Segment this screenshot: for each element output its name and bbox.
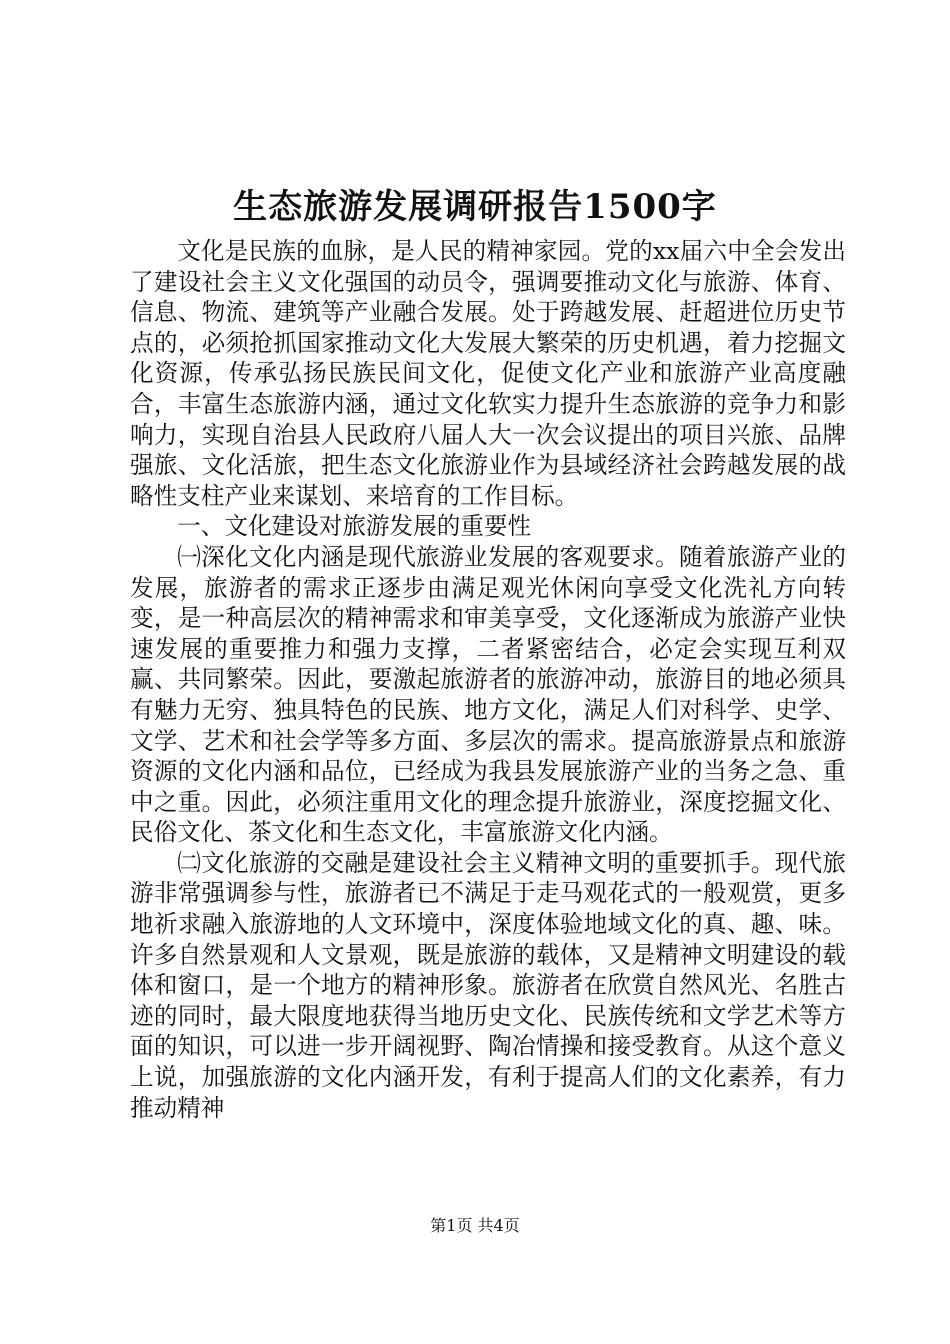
document-title: 生态旅游发展调研报告1500字 xyxy=(233,187,717,227)
paragraph-intro: 文化是民族的血脉，是人民的精神家园。党的xx届六中全会发出了建设社会主义文化强国的动员令，强调要推动文化与旅游、体育、信息、物流、建筑等产业融合发展。处于跨越发展、赶超进位历史节点的，必须抢抓国家推动文化大发展大繁荣的历史机遇，着力挖掘文化资源，传承弘扬民族民间文化，促使文化产业和旅游产业高度融合，丰富生态旅游内涵，通过文化软实力提升生态旅游的竞争力和影响力，实现自治县人民政府八届人大一次会议提出的项目兴旅、品牌强旅、文化活旅，把生态文化旅游业作为县域经济社会跨越发展的战略性支柱产业来谋划、来培育的工作目标。 xyxy=(130,237,846,510)
document-body xyxy=(130,236,846,1123)
paragraph-point-1: ㈠深化文化内涵是现代旅游业发展的客观要求。随着旅游产业的发展，旅游者的需求正逐步由满足观光休闲向享受文化洗礼方向转变，是一种高层次的精神需求和审美享受，文化逐渐成为旅游产业快速发展的重要推力和强力支撑，二者紧密结合，必定会实现互利双赢、共同繁荣。因此，要激起旅游者的旅游冲动，旅游目的地必须具有魅力无穷、独具特色的民族、地方文化，满足人们对科学、史学、文学、艺术和社会学等多方面、多层次的需求。提高旅游景点和旅游资源的文化内涵和品位，已经成为我县发展旅游产业的当务之急、重中之重。因此，必须注重用文化的理念提升旅游业，深度挖掘文化、民俗文化、茶文化和生态文化，丰富旅游文化内涵。 xyxy=(130,542,846,847)
paragraph-point-2: ㈡文化旅游的交融是建设社会主义精神文明的重要抓手。现代旅游非常强调参与性，旅游者已不满足于走马观花式的一般观赏，更多地祈求融入旅游地的人文环境中，深度体验地域文化的真、趣、味。许多自然景观和人文景观，既是旅游的载体，又是精神文明建设的载体和窗口，是一个地方的精神形象。旅游者在欣赏自然风光、名胜古迹的同时，最大限度地获得当地历史文化、民族传统和文学艺术等方面的知识，可以进一步开阔视野、陶冶情操和接受教育。从这个意义上说，加强旅游的文化内涵开发，有利于提高人们的文化素养，有力推动精神 xyxy=(130,848,846,1122)
section-heading: 一、文化建设对旅游发展的重要性 xyxy=(177,512,532,541)
page-footer: 第1页 共4页 xyxy=(430,1216,520,1235)
